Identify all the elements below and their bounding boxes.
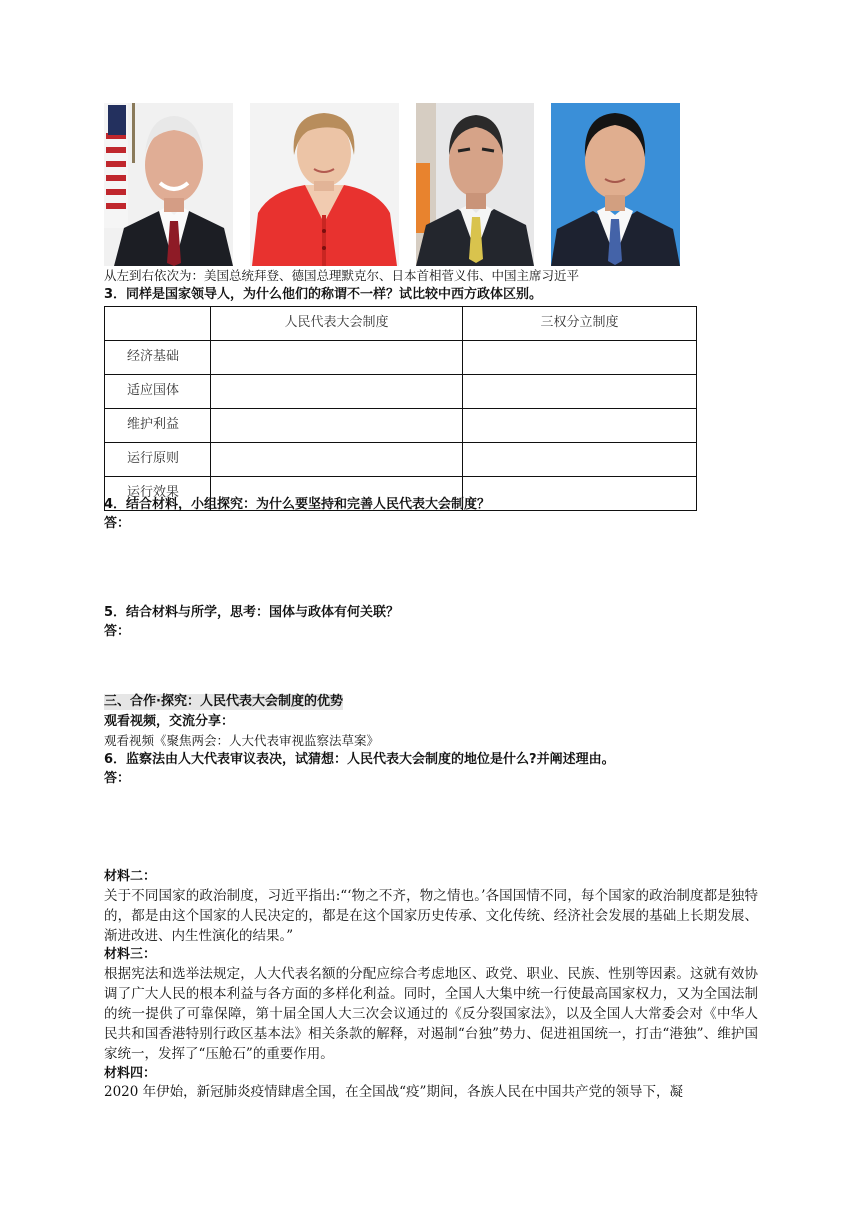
answer-cell[interactable] <box>211 341 463 375</box>
table-row <box>105 443 697 477</box>
watch-title: 观看视频，交流分享： <box>104 714 235 729</box>
answer-cell[interactable] <box>463 409 697 443</box>
question-3: 3．同样是国家领导人，为什么他们的称谓不一样？试比较中西方政体区别。 <box>104 287 543 302</box>
material-3-text: 根据宪法和选举法规定，人大代表名额的分配应综合考虑地区、政党、职业、民族、性别等因素。这就有效协调了广大人民的根本利益与各方面的多样化利益。同时，全国人大集中统一行使最高国家权力，又为全国法制的统一提供了可靠保障，第十届全国人大三次会议通过的《反分裂国家法》，以及全国人大常委会对《中华人民共和国香港特别行政区基本法》相关条款的解释，对遏制“台独”势力、促进祖国统一，打击“港独”、维护国家统一，发挥了“压舱石”的重要作用。 <box>104 966 758 1062</box>
question-5: 5．结合材料与所学，思考：国体与政体有何关联？ <box>104 605 400 620</box>
row-header-economic-base: 经济基础 <box>105 341 211 375</box>
header-separation-of-powers: 三权分立制度 <box>463 307 697 341</box>
row-header-adapted-state: 适应国体 <box>105 375 211 409</box>
question-4: 4．结合材料，小组探究：为什么要坚持和完善人民代表大会制度？ <box>104 497 491 512</box>
material-4-title: 材料四： <box>104 1066 157 1081</box>
section-3-title: 三、合作·探究：人民代表大会制度的优势 <box>104 694 343 709</box>
answer-label: 答： <box>104 516 131 531</box>
suga-photo <box>416 103 534 266</box>
answer-cell[interactable] <box>211 443 463 477</box>
table-row <box>105 409 697 443</box>
photo-caption: 从左到右依次为：美国总统拜登、德国总理默克尔、日本首相菅义伟、中国主席习近平 <box>104 268 580 283</box>
row-header-interests: 维护利益 <box>105 409 211 443</box>
answer-cell[interactable] <box>463 443 697 477</box>
xi-photo <box>551 103 680 266</box>
row-header-principle: 运行原则 <box>105 443 211 477</box>
row-header-effect: 运行效果 <box>105 477 211 511</box>
comparison-table <box>104 306 697 511</box>
answer-label: 答： <box>104 771 131 786</box>
answer-label: 答： <box>104 624 131 639</box>
watch-video-line: 观看视频《聚焦两会：人大代表审视监察法草案》 <box>104 733 380 748</box>
material-2-title: 材料二： <box>104 869 157 884</box>
answer-cell[interactable] <box>463 375 697 409</box>
header-npc-system: 人民代表大会制度 <box>211 307 463 341</box>
material-4-text: 2020 年伊始，新冠肺炎疫情肆虐全国，在全国战“疫”期间，各族人民在中国共产党的领导下，凝 <box>104 1084 683 1100</box>
material-2-text: 关于不同国家的政治制度，习近平指出:“‘物之不齐，物之情也。’各国国情不同，每个国家的政治制度都是独特的，都是由这个国家的人民决定的，都是在这个国家历史传承、文化传统、经济社会发展的基础上长期发展、渐进改进、内生性演化的结果。” <box>104 888 758 944</box>
table-row <box>105 375 697 409</box>
table-row <box>105 341 697 375</box>
table-corner-cell <box>105 307 211 341</box>
merkel-photo <box>250 103 399 266</box>
answer-cell[interactable] <box>463 341 697 375</box>
table-header-row <box>105 307 697 341</box>
answer-cell[interactable] <box>211 375 463 409</box>
biden-photo <box>104 103 233 266</box>
answer-cell[interactable] <box>211 409 463 443</box>
material-3-title: 材料三： <box>104 947 157 962</box>
question-6: 6．监察法由人大代表审议表决，试猜想：人民代表大会制度的地位是什么?并阐述理由。 <box>104 752 615 767</box>
answer-cell[interactable] <box>463 477 697 511</box>
